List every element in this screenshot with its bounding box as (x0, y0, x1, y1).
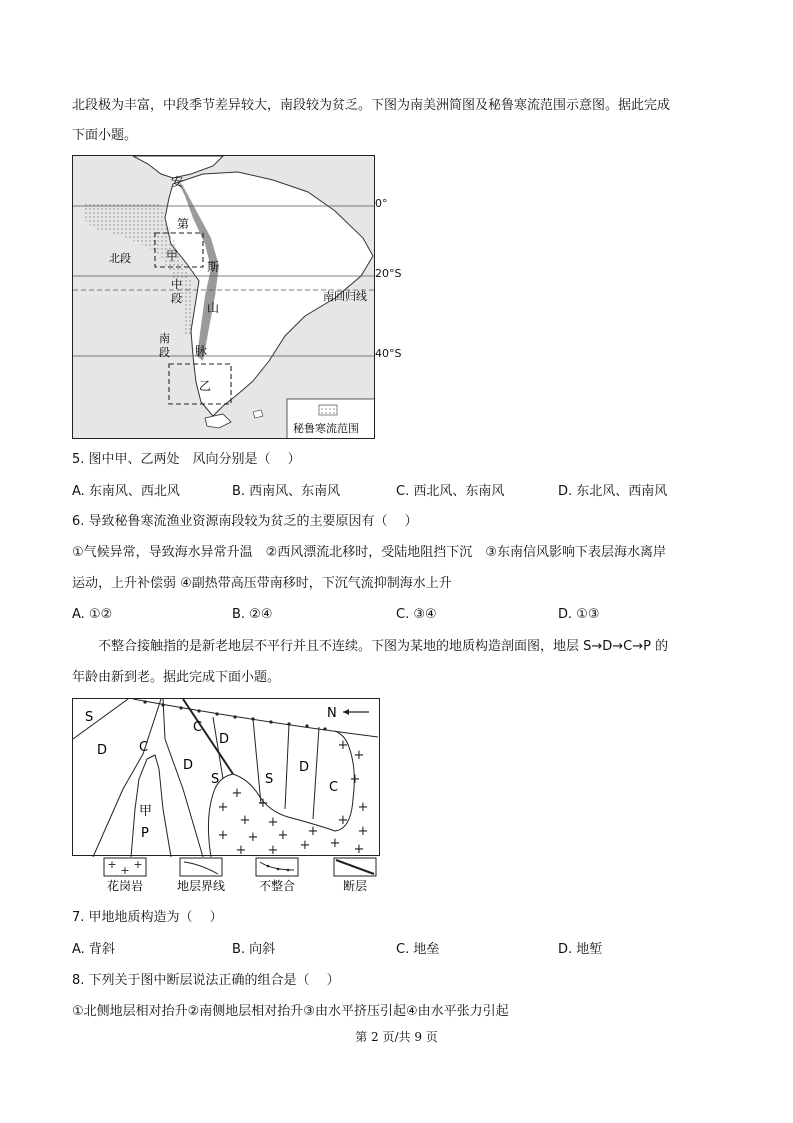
svg-text:+: + (299, 838, 311, 853)
geo-label-c3: C (329, 780, 339, 795)
q5-option-b[interactable]: B. 西南风、东南风 (232, 484, 341, 499)
q7-option-d[interactable]: D. 地堑 (558, 942, 603, 957)
label-an: 安 (171, 175, 184, 189)
svg-text:+: + (217, 800, 229, 815)
q6-desc-1: ①气候异常，导致海水异常升温 ②西风漂流北移时，受陆地阻挡下沉 ③东南信风影响下表层海水离岸 (72, 545, 666, 560)
svg-text:+: + (267, 843, 279, 857)
label-yi: 乙 (199, 379, 212, 393)
svg-text:+: + (329, 836, 341, 851)
svg-text:+: + (217, 828, 229, 843)
q5-stem: 5. 图中甲、乙两处 风向分别是（ ） (72, 452, 301, 467)
svg-text:+: + (231, 786, 243, 801)
legend-granite: 花岗岩 (106, 879, 144, 893)
intro2-line-1: 不整合接触指的是新老地层不平行并且不连续。下图为某地的地质构造剖面图，地层 S→D→C→P 的 (72, 639, 669, 654)
label-mid-2: 段 (171, 292, 182, 305)
geo-label-s3: S (265, 772, 274, 787)
q6-stem: 6. 导致秘鲁寒流渔业资源南段较为贫乏的主要原因有（ ） (72, 514, 418, 529)
svg-text:+: + (107, 858, 117, 871)
label-tropic: 南回归线 (323, 290, 367, 303)
page-footer: 第 2 页/共 9 页 (355, 1030, 438, 1044)
q7-option-a[interactable]: A. 背斜 (72, 942, 115, 957)
svg-text:+: + (239, 813, 251, 828)
geo-label-c2: C (193, 720, 203, 735)
svg-text:+: + (353, 748, 365, 763)
q8-desc-1: ①北侧地层相对抬升②南侧地层相对抬升③由水平挤压引起④由水平张力引起 (72, 1004, 509, 1019)
label-north-section: 北段 (109, 252, 131, 265)
lat-0: 0° (375, 197, 388, 210)
intro-line-2: 下面小题。 (72, 128, 138, 143)
q7-option-b[interactable]: B. 向斜 (232, 942, 276, 957)
legend-peru-current: 秘鲁寒流范围 (293, 422, 359, 435)
geology-cross-section (72, 698, 380, 856)
q6-option-a[interactable]: A. ①② (72, 607, 113, 622)
svg-text:+: + (307, 824, 319, 839)
geo-label-d2: D (183, 758, 194, 773)
legend-fault: 断层 (342, 879, 368, 893)
q5-option-d[interactable]: D. 东北风、西南风 (558, 484, 668, 499)
label-south-2: 段 (159, 346, 170, 359)
geology-legend (72, 856, 380, 896)
q6-option-b[interactable]: B. ②④ (232, 607, 273, 622)
svg-text:+: + (353, 842, 365, 857)
svg-text:+: + (277, 828, 289, 843)
svg-text:+: + (357, 824, 369, 839)
geo-label-c1: C (139, 740, 149, 755)
svg-text:+: + (337, 738, 349, 753)
legend-strata-boundary: 地层界线 (176, 879, 226, 893)
label-shan: 山 (207, 301, 220, 315)
geo-label-jia: 甲 (139, 804, 153, 819)
label-mid-1: 中 (171, 278, 182, 291)
q7-stem: 7. 甲地地质构造为（ ） (72, 910, 223, 925)
intro2-line-2: 年龄由新到老。据此完成下面小题。 (72, 670, 281, 685)
geo-label-s2: S (211, 772, 220, 787)
q6-desc-2: 运动，上升补偿弱 ④副热带高压带南移时，下沉气流抑制海水上升 (72, 576, 452, 591)
q5-option-c[interactable]: C. 西北风、东南风 (396, 484, 505, 499)
legend-unconformity: 不整合 (258, 879, 296, 893)
svg-text:+: + (357, 800, 369, 815)
svg-text:+: + (349, 772, 361, 787)
label-di: 第 (177, 217, 190, 231)
svg-text:+: + (133, 858, 143, 871)
geo-label-d4: D (299, 760, 310, 775)
label-south-1: 南 (159, 332, 170, 345)
svg-text:+: + (235, 843, 247, 857)
geo-label-d1: D (97, 743, 108, 758)
q6-option-c[interactable]: C. ③④ (396, 607, 437, 622)
q5-option-a[interactable]: A. 东南风、西北风 (72, 484, 180, 499)
lat-20: 20°S (375, 267, 402, 280)
svg-text:+: + (337, 813, 349, 828)
lat-40: 40°S (375, 347, 402, 360)
geo-label-d3: D (219, 732, 230, 747)
intro-line-1: 北段极为丰富，中段季节差异较大，南段较为贫乏。下图为南美洲简图及秘鲁寒流范围示意图。据此完成 (72, 98, 671, 113)
svg-text:+: + (257, 796, 269, 811)
label-si: 斯 (207, 260, 220, 274)
geo-label-s1: S (85, 710, 94, 725)
q6-option-d[interactable]: D. ①③ (558, 607, 600, 622)
label-mai: 脉 (195, 344, 208, 358)
q7-option-c[interactable]: C. 地垒 (396, 942, 440, 957)
north-label: N (327, 706, 337, 721)
svg-text:+: + (120, 864, 130, 877)
south-america-map (72, 155, 375, 439)
geo-label-p: P (141, 826, 149, 841)
svg-text:+: + (247, 830, 259, 845)
label-jia: 甲 (166, 249, 179, 263)
svg-text:+: + (267, 815, 279, 830)
q8-stem: 8. 下列关于图中断层说法正确的组合是（ ） (72, 973, 340, 988)
